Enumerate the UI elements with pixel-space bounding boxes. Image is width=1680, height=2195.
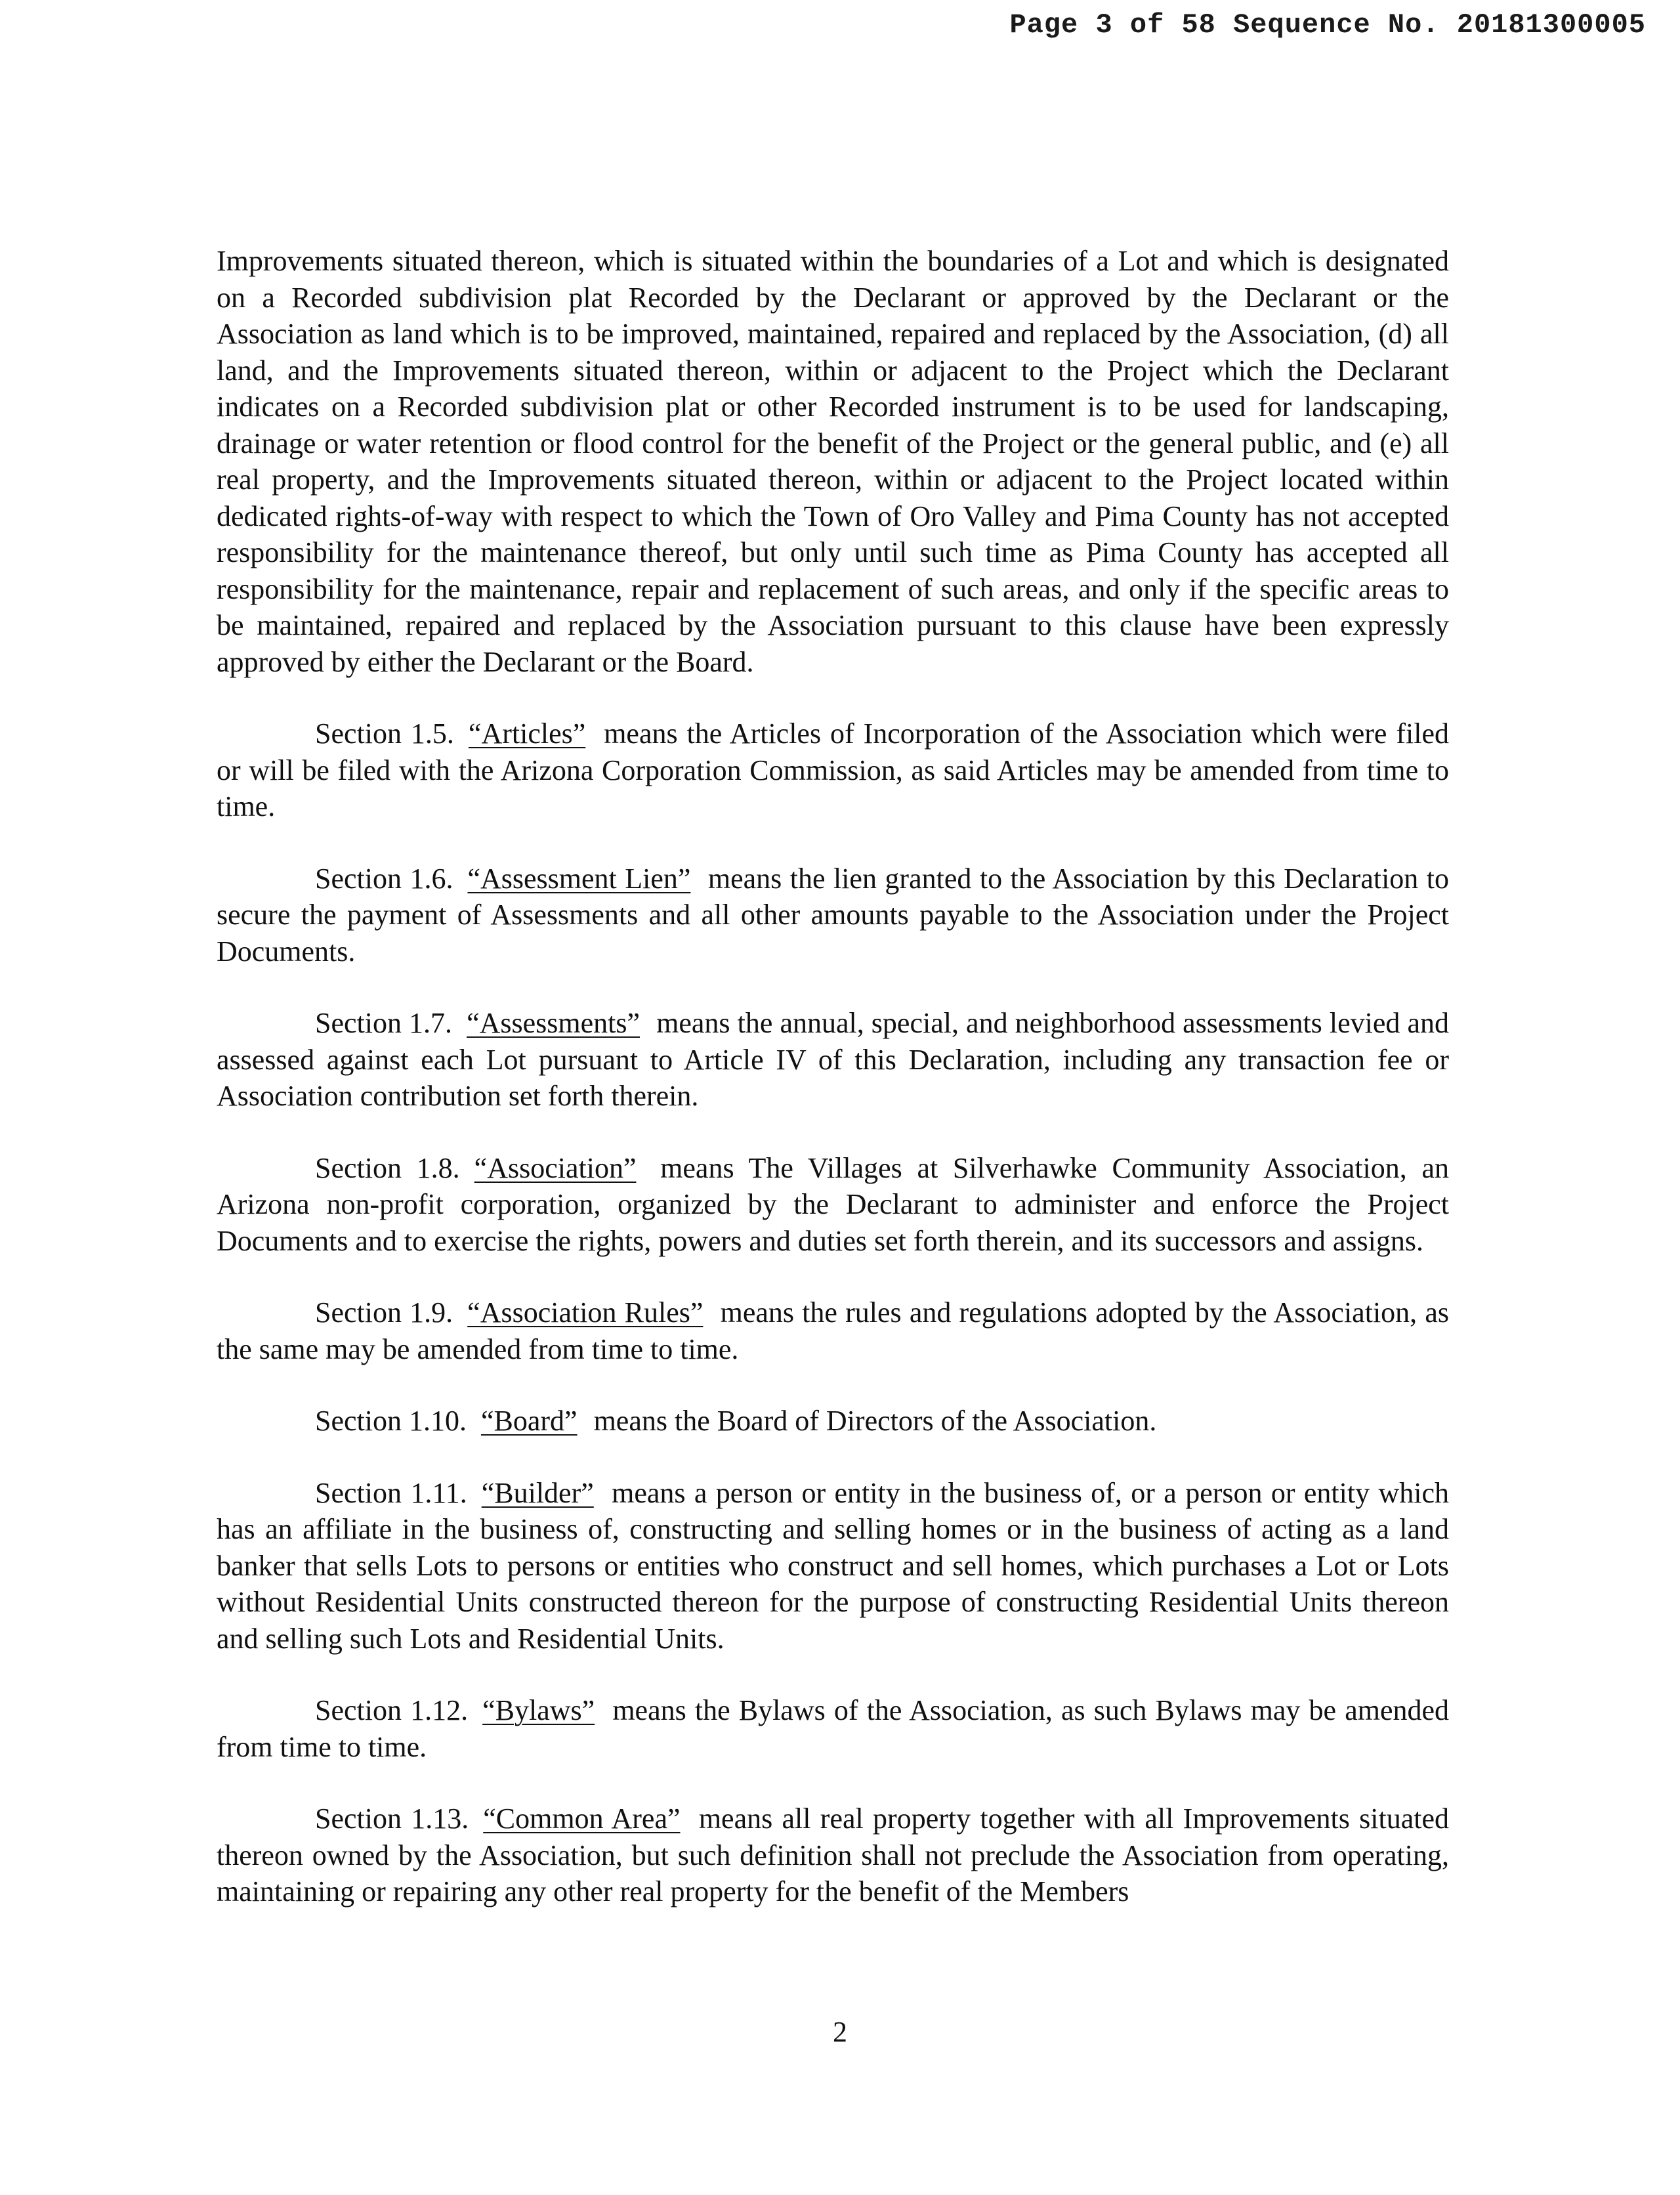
defined-term: “Common Area”	[483, 1802, 681, 1835]
section-1-7	[217, 1005, 1449, 1115]
section-1-13	[217, 1801, 1449, 1910]
page-sequence-header: Page 3 of 58 Sequence No. 20181300005	[1009, 9, 1646, 41]
defined-term: “Articles”	[468, 717, 586, 750]
section-number: Section 1.11.	[315, 1476, 467, 1509]
continuation-paragraph: Improvements situated thereon, which is situated within the boundaries of a Lot and which is designated on a Recorded subdivision plat Recorded by the Declarant or approved by the Declarant or the Association as land which is to be improved, maintained, repaired and replaced by the Association, (d) all land, and the Improvements situated thereon, within or adjacent to the Project which the Declarant indicates on a Recorded subdivision plat or other Recorded instrument is to be used for landscaping, drainage or water retention or flood control for the benefit of the Project or the general public, and (e) all real property, and the Improvements situated thereon, within or adjacent to the Project located within dedicated rights-of-way with respect to which the Town of Oro Valley and Pima County has not accepted responsibility for the maintenance thereof, but only until such time as Pima County has accepted all responsibility for the maintenance, repair and replacement of such areas, and only if the specific areas to be maintained, repaired and replaced by the Association pursuant to this clause have been expressly approved by either the Declarant or the Board.	[217, 245, 1449, 678]
section-text: means the annual, special, and neighborhood assessments levied and assessed against each Lot pursuant to Article IV of this Declaration, including any transaction fee or Association contribution set forth therein.	[217, 1007, 1450, 1112]
defined-term: “Assessments”	[467, 1007, 640, 1039]
section-text: means all real property together with all Improvements situated thereon owned by the Association, but such definition shall not preclude the Association from operating, maintaining or repairing any other real property for the benefit of the Members	[217, 1802, 1449, 1907]
section-number: Section 1.9.	[315, 1296, 453, 1329]
section-text: means The Villages at Silverhawke Community Association, an Arizona non-profit corporation, organized by the Declarant to administer and enforce the Project Documents and to exercise the rights, powers and duties set forth therein, and its successors and assigns.	[217, 1151, 1449, 1257]
section-text: means a person or entity in the business of, or a person or entity which has an affiliate in the business of, constructing and selling homes or in the business of acting as a land banker that sells Lots to persons or entities who construct and sell homes, which purchases a Lot or Lots without Residential Units constructed thereon for the purpose of constructing Residential Units thereon and selling such Lots and Residential Units.	[217, 1476, 1449, 1655]
section-number: Section 1.10.	[315, 1405, 467, 1437]
section-1-9	[217, 1294, 1449, 1367]
section-text: means the rules and regulations adopted by the Association, as the same may be amended from time to time.	[217, 1296, 1449, 1365]
defined-term: “Association Rules”	[467, 1296, 704, 1329]
section-text: means the lien granted to the Association by this Declaration to secure the payment of Assessments and all other amounts payable to the Association under the Project Documents.	[217, 862, 1449, 968]
section-number: Section 1.6.	[315, 862, 453, 895]
section-1-11	[217, 1475, 1449, 1657]
section-number: Section 1.12.	[315, 1694, 469, 1726]
section-number: Section 1.8.	[315, 1151, 460, 1184]
section-number: Section 1.5.	[315, 717, 454, 750]
section-text: means the Articles of Incorporation of the Association which were filed or will be filed with the Arizona Corporation Commission, as said Articles may be amended from time to time.	[217, 717, 1450, 822]
defined-term: “Bylaws”	[482, 1694, 595, 1726]
document-body	[217, 243, 1449, 1946]
defined-term: “Builder”	[481, 1476, 594, 1509]
section-1-12	[217, 1692, 1449, 1765]
section-number: Section 1.7.	[315, 1007, 453, 1039]
page-number: 2	[833, 2016, 847, 2048]
section-1-8	[217, 1150, 1449, 1260]
defined-term: “Board”	[480, 1405, 578, 1437]
section-1-6	[217, 861, 1449, 970]
defined-term: “Association”	[474, 1151, 637, 1184]
section-text: means the Bylaws of the Association, as such Bylaws may be amended from time to time.	[217, 1694, 1450, 1763]
section-text: means the Board of Directors of the Association.	[593, 1405, 1157, 1437]
section-number: Section 1.13.	[315, 1802, 469, 1835]
defined-term: “Assessment Lien”	[467, 862, 691, 895]
section-1-10	[217, 1403, 1449, 1439]
section-1-5	[217, 715, 1449, 825]
